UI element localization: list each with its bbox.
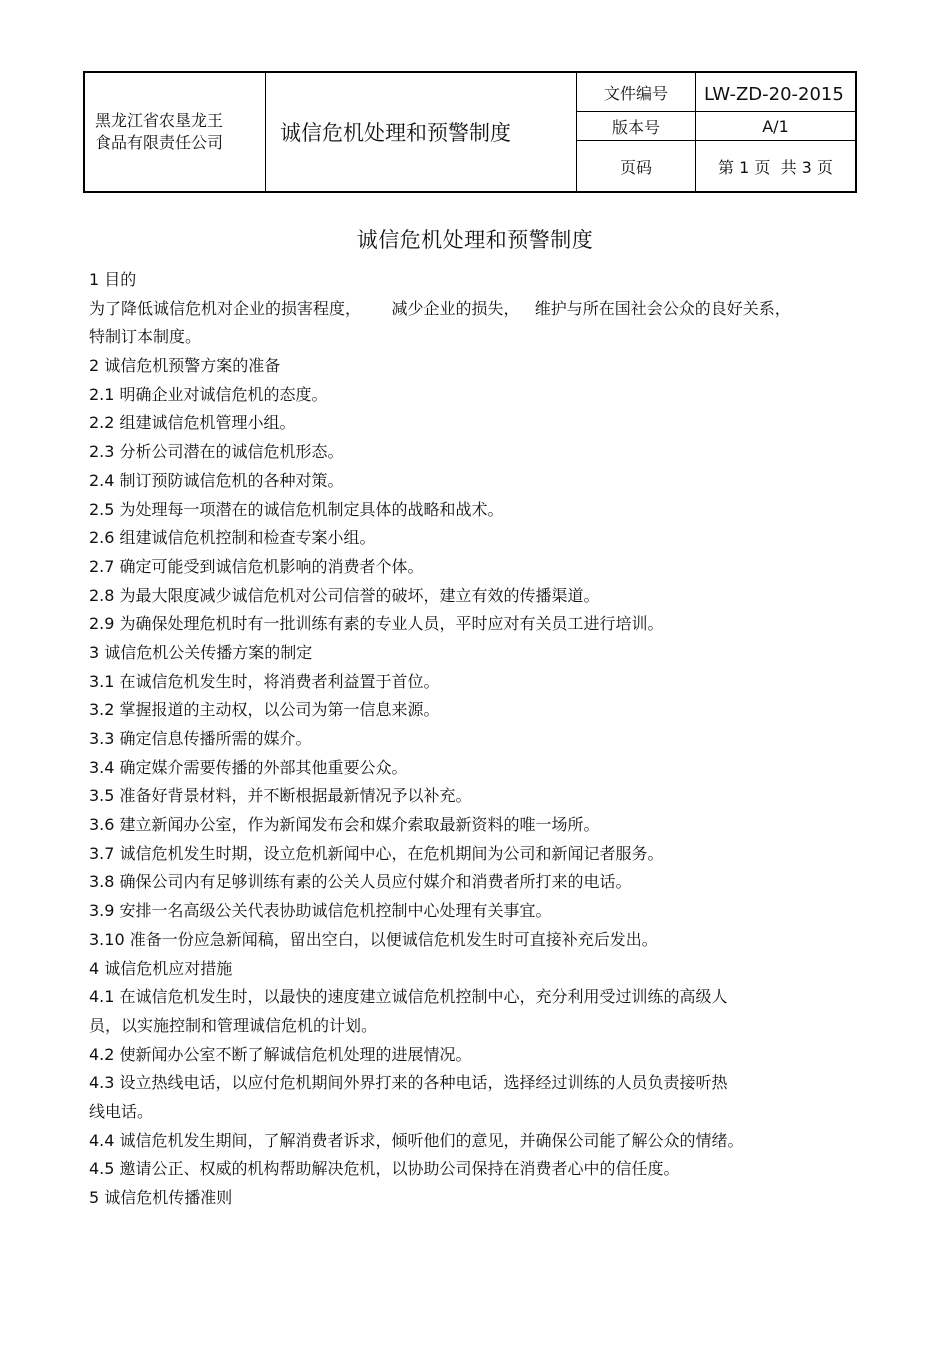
list-item: 2.7 确定可能受到诚信危机影响的消费者个体。 <box>89 556 424 576</box>
paragraph-line: 特制订本制度。 <box>89 327 202 347</box>
section-heading: 4 诚信危机应对措施 <box>89 958 233 978</box>
company-name-cell <box>85 73 266 191</box>
section-heading-purpose: 1 目的 <box>89 270 137 289</box>
list-item: 4.5 邀请公正、权威的机构帮助解决危机，以协助公司保持在消费者心中的信任度。 <box>89 1159 680 1179</box>
list-item: 3.7 诚信危机发生时期，设立危机新闻中心，在危机期间为公司和新闻记者服务。 <box>89 843 664 863</box>
list-item: 3.9 安排一名高级公关代表协助诚信危机控制中心处理有关事宜。 <box>89 901 552 921</box>
company-name-line2: 食品有限责任公司 <box>95 133 224 152</box>
paragraph-line: 为了降低诚信危机对企业的损害程度， 减少企业的损失， 维护与所在国社会公众的良好关系， <box>89 298 791 318</box>
section-heading: 3 诚信危机公关传播方案的制定 <box>89 642 313 662</box>
list-item: 2.6 组建诚信危机控制和检查专案小组。 <box>89 528 376 548</box>
version-label: 版本号 <box>577 112 696 141</box>
section-heading: 2 诚信危机预警方案的准备 <box>89 356 281 376</box>
document-body <box>89 266 879 1213</box>
list-item: 3.3 确定信息传播所需的媒介。 <box>89 729 312 748</box>
list-item: 2.4 制订预防诚信危机的各种对策。 <box>89 470 344 490</box>
document-header-table <box>83 71 857 193</box>
list-item: 4.1 在诚信危机发生时，以最快的速度建立诚信危机控制中心，充分利用受过训练的高级人 <box>89 987 728 1007</box>
doc-number-label: 文件编号 <box>577 73 696 112</box>
list-item-continuation: 员，以实施控制和管理诚信危机的计划。 <box>89 1015 378 1035</box>
version-value: A/1 <box>696 112 855 141</box>
list-item: 2.2 组建诚信危机管理小组。 <box>89 413 296 433</box>
section-heading: 5 诚信危机传播准则 <box>89 1188 233 1207</box>
list-item: 3.10 准备一份应急新闻稿，留出空白，以便诚信危机发生时可直接补充后发出。 <box>89 929 658 949</box>
list-item: 3.2 掌握报道的主动权，以公司为第一信息来源。 <box>89 700 440 720</box>
list-item: 4.2 使新闻办公室不断了解诚信危机处理的进展情况。 <box>89 1044 472 1064</box>
list-item: 2.1 明确企业对诚信危机的态度。 <box>89 384 328 404</box>
list-item: 3.5 准备好背景材料，并不断根据最新情况予以补充。 <box>89 786 472 806</box>
page-title: 诚信危机处理和预警制度 <box>356 228 594 252</box>
list-item: 4.4 诚信危机发生期间，了解消费者诉求，倾听他们的意见，并确保公司能了解公众的情绪。 <box>89 1130 744 1150</box>
list-item: 3.8 确保公司内有足够训练有素的公关人员应付媒介和消费者所打来的电话。 <box>89 872 632 892</box>
page-label: 页码 <box>577 141 696 191</box>
page-number-value: 第 1 页 共 3 页 <box>718 157 833 177</box>
list-item: 2.8 为最大限度减少诚信危机对公司信誉的破坏，建立有效的传播渠道。 <box>89 585 600 605</box>
doc-number-value: LW-ZD-20-2015 <box>696 73 855 112</box>
list-item-continuation: 线电话。 <box>89 1101 154 1121</box>
company-name-line1: 黑龙江省农垦龙王 <box>95 111 224 130</box>
header-document-title: 诚信危机处理和预警制度 <box>266 73 577 191</box>
list-item: 3.1 在诚信危机发生时，将消费者利益置于首位。 <box>89 671 440 691</box>
list-item: 2.5 为处理每一项潜在的诚信危机制定具体的战略和战术。 <box>89 499 504 519</box>
list-item: 2.9 为确保处理危机时有一批训练有素的专业人员，平时应对有关员工进行培训。 <box>89 614 664 634</box>
list-item: 4.3 设立热线电话，以应付危机期间外界打来的各种电话，选择经过训练的人员负责接听热 <box>89 1073 728 1093</box>
list-item: 2.3 分析公司潜在的诚信危机形态。 <box>89 442 344 462</box>
list-item: 3.4 确定媒介需要传播的外部其他重要公众。 <box>89 757 408 777</box>
list-item: 3.6 建立新闻办公室，作为新闻发布会和媒介索取最新资料的唯一场所。 <box>89 815 600 835</box>
